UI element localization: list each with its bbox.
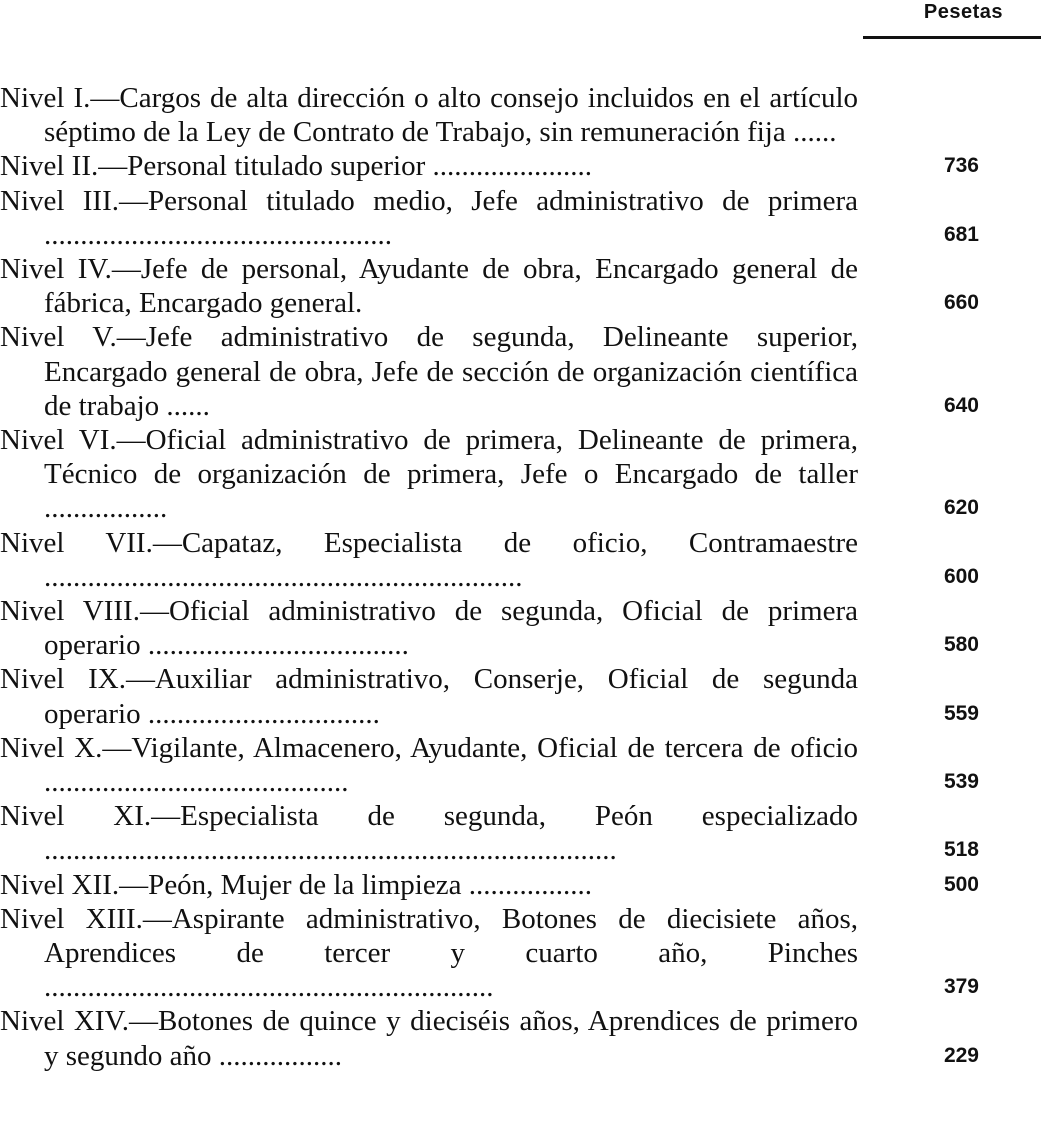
level-amount: 559 bbox=[943, 701, 979, 725]
level-description: Nivel X.—Vigilante, Almacenero, Ayudante, Oficial de tercera de oficio .......................................... bbox=[0, 731, 858, 799]
salary-level-list bbox=[0, 81, 1043, 1073]
level-entry-6 bbox=[0, 423, 1043, 526]
level-entry-9 bbox=[0, 662, 1043, 730]
level-entry-1 bbox=[0, 81, 1043, 149]
level-description: Nivel XIV.—Botones de quince y dieciséis años, Aprendices de primero y segundo año ................. bbox=[0, 1005, 858, 1072]
level-amount: 229 bbox=[943, 1043, 979, 1067]
level-description: Nivel IX.—Auxiliar administrativo, Conserje, Oficial de segunda operario ................................ bbox=[0, 663, 858, 730]
level-entry-11 bbox=[0, 799, 1043, 867]
level-description: Nivel VII.—Capataz, Especialista de oficio, Contramaestre .................................................................. bbox=[0, 526, 858, 593]
level-amount: 500 bbox=[943, 872, 979, 896]
level-description: Nivel XI.—Especialista de segunda, Peón especializado ............................................................................... bbox=[0, 800, 858, 867]
level-entry-10 bbox=[0, 731, 1043, 799]
column-title-pesetas: Pesetas bbox=[923, 1, 1003, 23]
level-entry-2 bbox=[0, 149, 1043, 183]
level-entry-3 bbox=[0, 184, 1043, 252]
level-description: Nivel III.—Personal titulado medio, Jefe administrativo de primera ................................................ bbox=[0, 184, 858, 251]
level-entry-13 bbox=[0, 902, 1043, 1005]
level-amount: 736 bbox=[943, 154, 979, 178]
level-amount: 640 bbox=[943, 393, 979, 417]
header-rule bbox=[863, 36, 1041, 39]
level-description: Nivel IV.—Jefe de personal, Ayudante de obra, Encargado general de fábrica, Encargado general. bbox=[0, 253, 858, 320]
level-amount: 379 bbox=[943, 975, 979, 999]
level-entry-7 bbox=[0, 526, 1043, 594]
level-amount: 539 bbox=[943, 770, 979, 794]
level-description: Nivel XII.—Peón, Mujer de la limpieza ................. bbox=[0, 868, 592, 901]
level-entry-8 bbox=[0, 594, 1043, 662]
table-header bbox=[0, 0, 1043, 60]
level-amount: 600 bbox=[943, 564, 979, 588]
level-amount: 580 bbox=[943, 633, 979, 657]
level-amount: 518 bbox=[943, 838, 979, 862]
level-entry-5 bbox=[0, 320, 1043, 423]
level-entry-14 bbox=[0, 1004, 1043, 1072]
level-description: Nivel V.—Jefe administrativo de segunda, Delineante superior, Encargado general de obra, Jefe de sección de organización científica de trabajo ...... bbox=[0, 321, 858, 422]
level-amount: 620 bbox=[943, 496, 979, 520]
level-description: Nivel I.—Cargos de alta dirección o alto consejo incluidos en el artículo séptimo de la Ley de Contrato de Trabajo, sin remuneración fija ...... bbox=[0, 82, 858, 149]
level-entry-12 bbox=[0, 868, 1043, 902]
level-description: Nivel XIII.—Aspirante administrativo, Botones de diecisiete años, Aprendices de tercer y cuarto año, Pinches .............................................................. bbox=[0, 902, 858, 1004]
level-amount: 681 bbox=[943, 222, 979, 246]
level-description: Nivel VI.—Oficial administrativo de primera, Delineante de primera, Técnico de organización de primera, Jefe o Encargado de taller ................. bbox=[0, 424, 858, 525]
level-entry-4 bbox=[0, 252, 1043, 320]
level-description: Nivel II.—Personal titulado superior ...................... bbox=[0, 150, 592, 183]
level-amount: 660 bbox=[943, 291, 979, 315]
level-description: Nivel VIII.—Oficial administrativo de segunda, Oficial de primera operario .................................... bbox=[0, 595, 858, 662]
